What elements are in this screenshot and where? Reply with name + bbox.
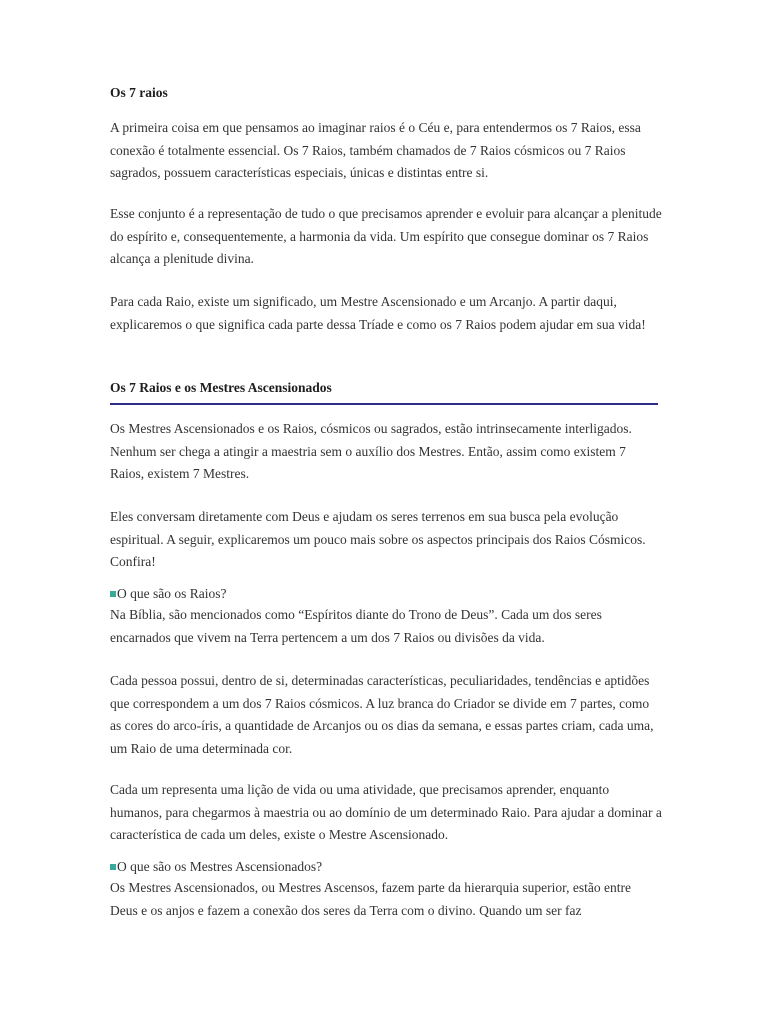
intro-paragraph-2: Esse conjunto é a representação de tudo o que precisamos aprender e evoluir para alcançar a plenitude do espírito e, consequentemente, a harmonia da vida. Um espírito que consegue dominar os 7 Raios alcança a plenitude divina. bbox=[110, 206, 662, 266]
section-divider bbox=[110, 403, 658, 405]
document-title: Os 7 raios bbox=[110, 85, 168, 100]
section-paragraph-2: Eles conversam diretamente com Deus e ajudam os seres terrenos em sua busca pela evolução espiritual. A seguir, explicaremos um pouco mais sobre os aspectos principais dos Raios Cósmicos. Confira! bbox=[110, 509, 646, 569]
section-heading: Os 7 Raios e os Mestres Ascensionados bbox=[110, 380, 332, 395]
bullet-square-icon bbox=[110, 864, 116, 870]
subheading-raios bbox=[110, 585, 226, 603]
intro-paragraph-1: A primeira coisa em que pensamos ao imaginar raios é o Céu e, para entendermos os 7 Raios, essa conexão é totalmente essencial. Os 7 Raios, também chamados de 7 Raios cósmicos ou 7 Raios sagrados, possuem características especiais, únicas e distintas entre si. bbox=[110, 120, 641, 180]
subheading-raios-label: O que são os Raios? bbox=[117, 586, 227, 601]
raios-paragraph-2: Cada pessoa possui, dentro de si, determinadas características, peculiaridades, tendências e aptidões que correspondem a um dos 7 Raios cósmicos. A luz branca do Criador se divide em 7 partes, como as cores do arco-íris, a quantidade de Arcanjos ou os dias da semana, e essas partes criam, cada uma, um Raio de uma determinada cor. bbox=[110, 673, 654, 756]
raios-paragraph-3: Cada um representa uma lição de vida ou uma atividade, que precisamos aprender, enquanto humanos, para chegarmos à maestria ou ao domínio de um determinado Raio. Para ajudar a dominar a característica de cada um deles, existe o Mestre Ascensionado. bbox=[110, 782, 662, 842]
raios-paragraph-1: Na Bíblia, são mencionados como “Espíritos diante do Trono de Deus”. Cada um dos seres encarnados que vivem na Terra pertencem a um dos 7 Raios ou divisões da vida. bbox=[110, 607, 602, 645]
bullet-square-icon bbox=[110, 591, 116, 597]
mestres-paragraph-1: Os Mestres Ascensionados, ou Mestres Ascensos, fazem parte da hierarquia superior, estão entre Deus e os anjos e fazem a conexão dos seres da Terra com o divino. Quando um ser faz bbox=[110, 880, 631, 918]
intro-paragraph-3: Para cada Raio, existe um significado, um Mestre Ascensionado e um Arcanjo. A partir daqui, explicaremos o que significa cada parte dessa Tríade e como os 7 Raios podem ajudar em sua vida! bbox=[110, 294, 646, 332]
subheading-mestres bbox=[110, 858, 322, 876]
subheading-mestres-label: O que são os Mestres Ascensionados? bbox=[117, 859, 323, 874]
section-paragraph-1: Os Mestres Ascensionados e os Raios, cósmicos ou sagrados, estão intrinsecamente interligados. Nenhum ser chega a atingir a maestria sem o auxílio dos Mestres. Então, assim como existem 7 Raios, existem 7 Mestres. bbox=[110, 421, 632, 481]
